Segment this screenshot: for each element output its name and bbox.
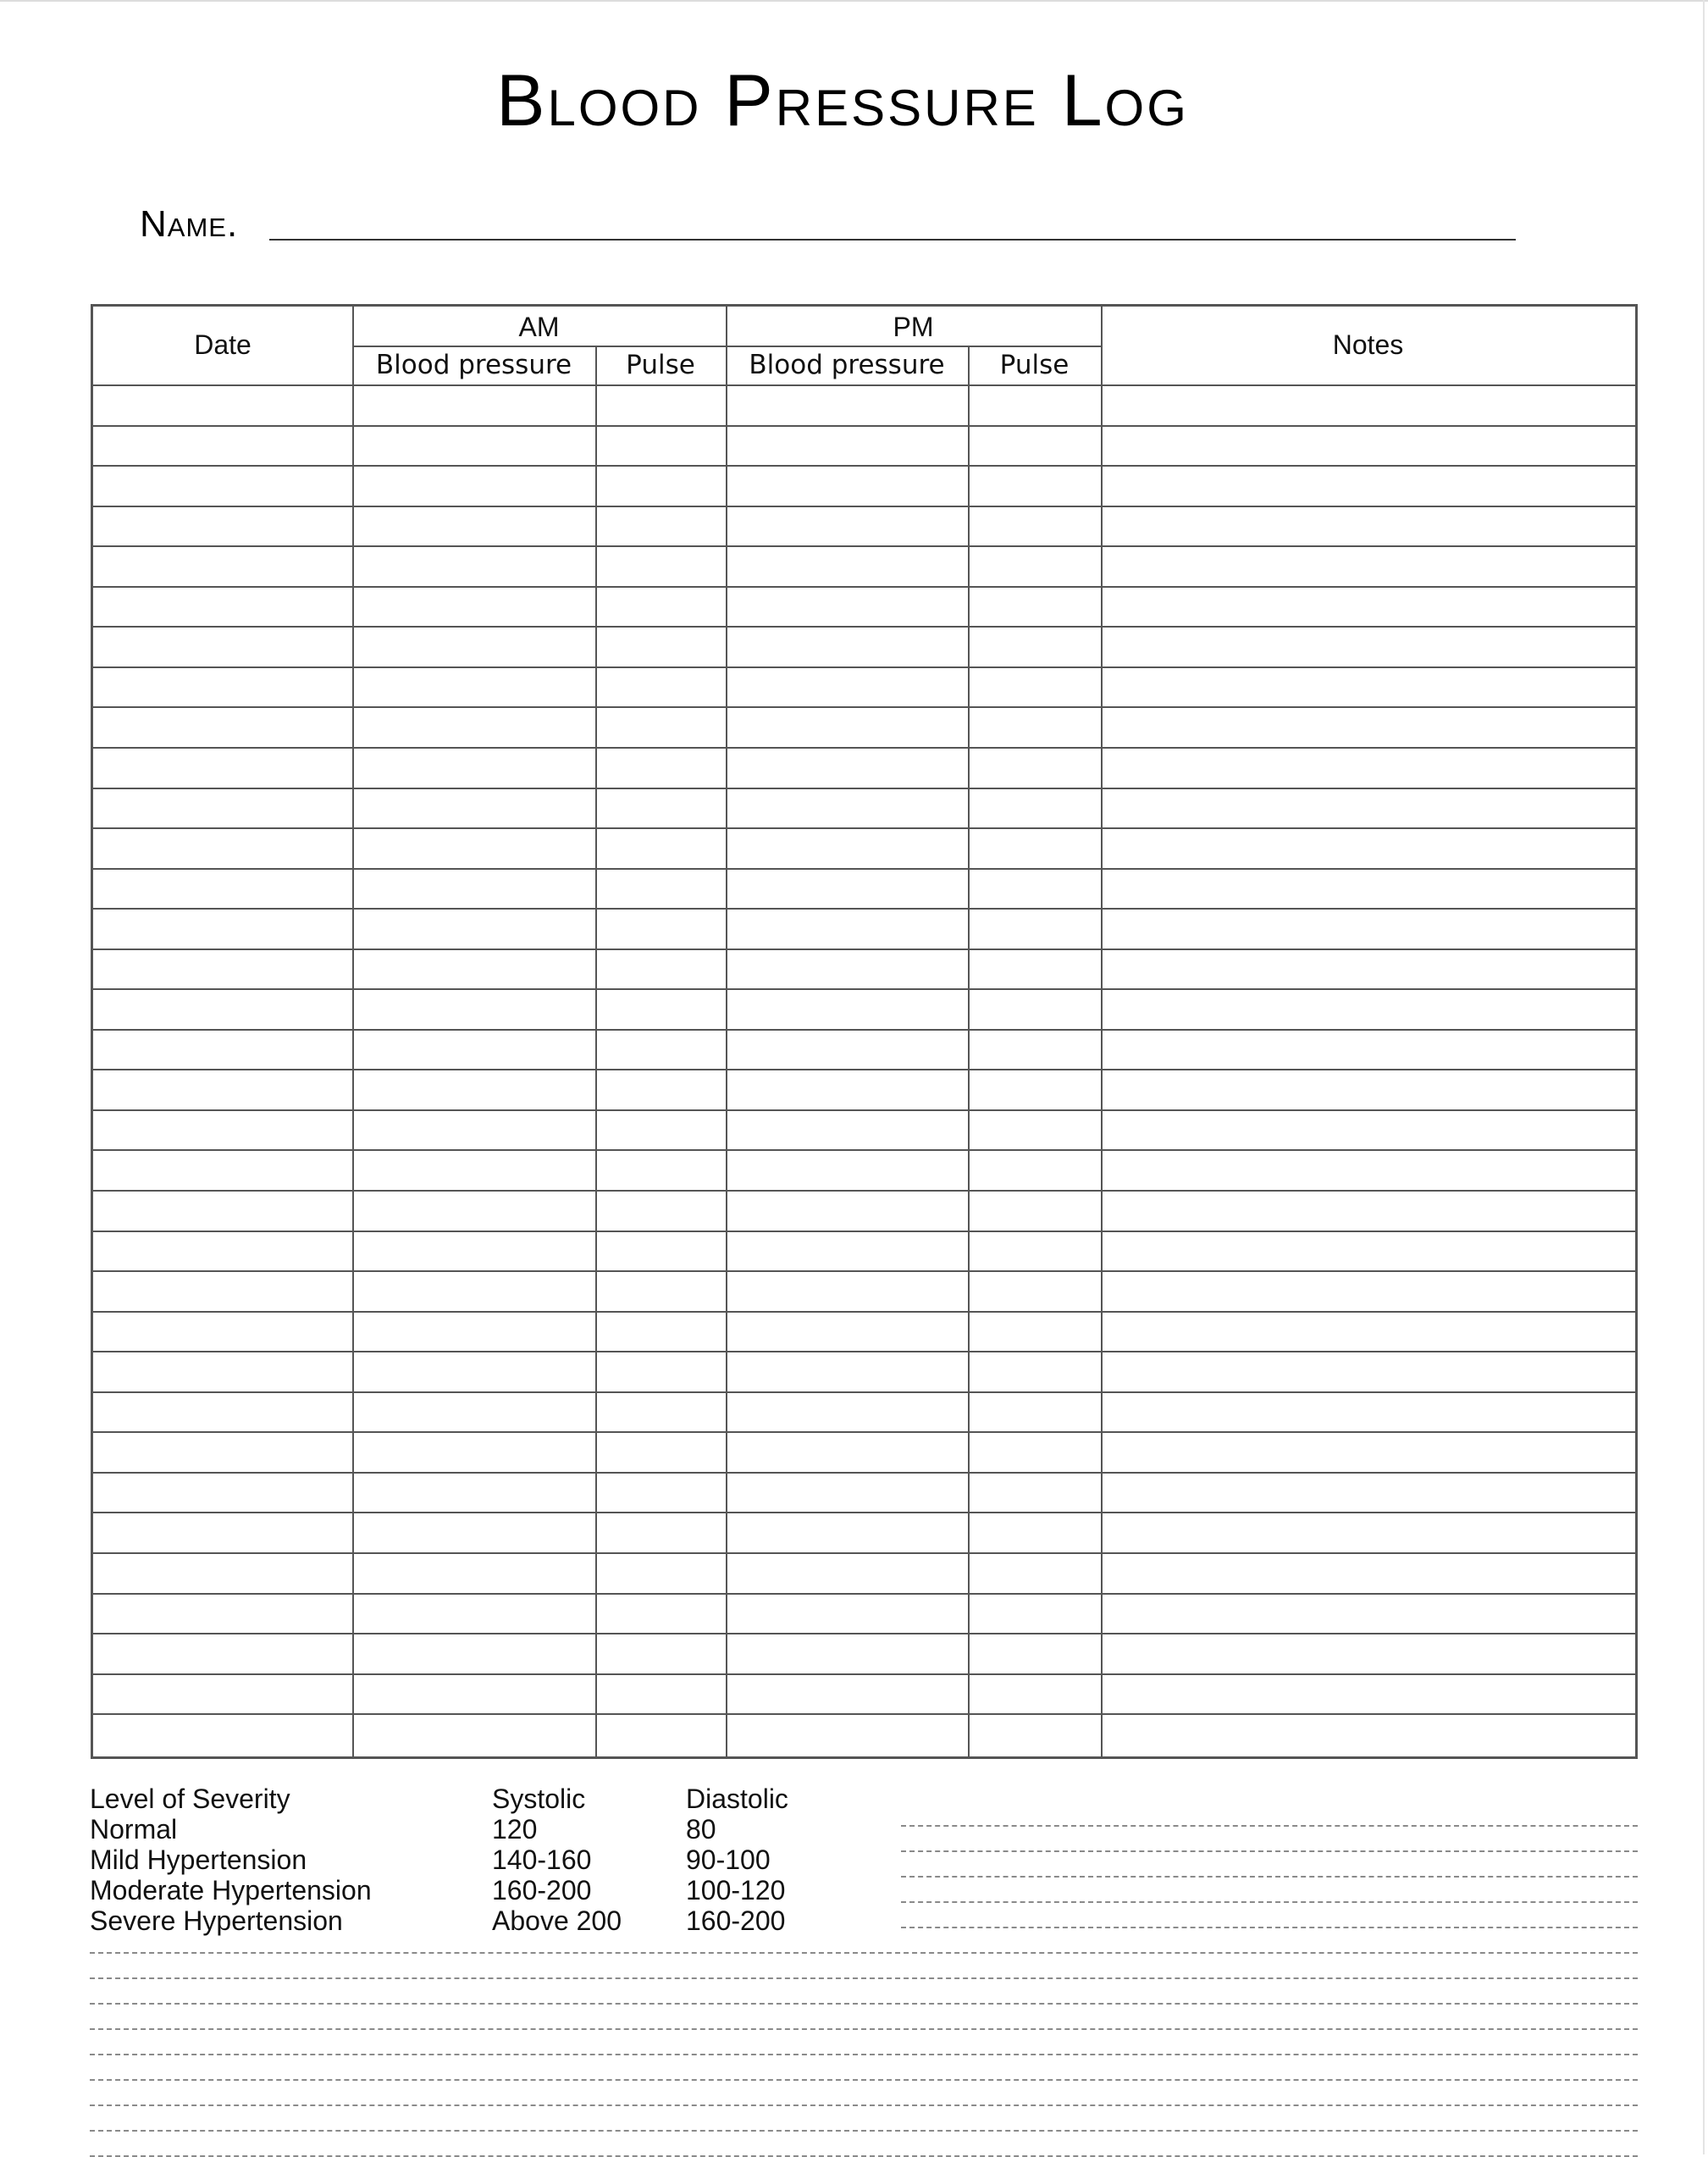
note-line[interactable] [901, 1850, 1638, 1852]
note-line[interactable] [901, 1901, 1638, 1903]
table-row[interactable] [93, 988, 1635, 990]
header-am-pulse: Pulse [626, 350, 695, 380]
note-line[interactable] [90, 2104, 1638, 2106]
note-line[interactable] [90, 1977, 1638, 1979]
header-pm-pulse: Pulse [999, 350, 1070, 380]
header-split-line [352, 346, 1101, 347]
severity-header-level: Level of Severity [90, 1784, 290, 1814]
table-row[interactable] [93, 1593, 1635, 1595]
table-row[interactable] [93, 1512, 1635, 1513]
note-line[interactable] [901, 1876, 1638, 1878]
table-row[interactable] [93, 1270, 1635, 1272]
note-line[interactable] [901, 1825, 1638, 1827]
log-table [91, 304, 1638, 1759]
note-line[interactable] [90, 1952, 1638, 1954]
name-label: Name. [140, 203, 239, 245]
table-row[interactable] [93, 626, 1635, 628]
page-title: Blood Pressure Log [496, 60, 1189, 141]
severity-header-diastolic: Diastolic [686, 1784, 788, 1814]
table-row[interactable] [93, 908, 1635, 910]
header-pm: PM [893, 312, 934, 342]
column-divider-date [352, 307, 354, 1756]
table-row[interactable] [93, 1069, 1635, 1070]
table-row[interactable] [93, 1431, 1635, 1433]
header-date: Date [194, 329, 252, 360]
table-row[interactable] [93, 1311, 1635, 1313]
table-row[interactable] [93, 1109, 1635, 1111]
table-row[interactable] [93, 666, 1635, 668]
table-row[interactable] [93, 1472, 1635, 1474]
table-row[interactable] [93, 788, 1635, 789]
header-am: AM [518, 312, 560, 342]
table-row[interactable] [93, 465, 1635, 467]
severity-diastolic: 160-200 [686, 1905, 786, 1936]
column-divider-pm-bp [968, 346, 970, 1756]
severity-diastolic: 100-120 [686, 1875, 786, 1905]
table-row[interactable] [93, 425, 1635, 427]
severity-level: Severe Hypertension [90, 1905, 343, 1936]
table-row[interactable] [93, 1391, 1635, 1393]
column-divider-am-bp [595, 346, 597, 1756]
note-line[interactable] [901, 1927, 1638, 1928]
column-divider-pm [1101, 307, 1103, 1756]
table-row[interactable] [93, 1231, 1635, 1232]
table-row[interactable] [93, 1552, 1635, 1554]
note-line[interactable] [90, 2079, 1638, 2081]
severity-systolic: 140-160 [492, 1845, 592, 1875]
table-row[interactable] [93, 1351, 1635, 1352]
page-top-edge [0, 0, 1708, 2]
note-line[interactable] [90, 2003, 1638, 2005]
severity-level: Mild Hypertension [90, 1845, 307, 1875]
table-row[interactable] [93, 949, 1635, 950]
severity-header-systolic: Systolic [492, 1784, 586, 1814]
table-row[interactable] [93, 1713, 1635, 1715]
severity-level: Moderate Hypertension [90, 1875, 372, 1905]
table-row[interactable] [93, 1190, 1635, 1192]
note-line[interactable] [90, 2054, 1638, 2055]
column-divider-am [726, 307, 727, 1756]
severity-systolic: 120 [492, 1814, 538, 1845]
header-pm-blood-pressure: Blood pressure [749, 350, 945, 380]
name-write-line[interactable] [269, 239, 1516, 241]
table-row[interactable] [93, 868, 1635, 870]
severity-systolic: 160-200 [492, 1875, 592, 1905]
table-row[interactable] [93, 1029, 1635, 1031]
table-row[interactable] [93, 545, 1635, 547]
table-row[interactable] [93, 827, 1635, 829]
severity-diastolic: 80 [686, 1814, 716, 1845]
header-notes: Notes [1332, 329, 1404, 360]
header-bottom-line [93, 384, 1635, 386]
severity-diastolic: 90-100 [686, 1845, 771, 1875]
page-right-edge [1703, 0, 1705, 2154]
table-row[interactable] [93, 506, 1635, 507]
severity-systolic: Above 200 [492, 1905, 622, 1936]
table-row[interactable] [93, 1673, 1635, 1675]
table-row[interactable] [93, 706, 1635, 708]
table-row[interactable] [93, 1149, 1635, 1151]
severity-level: Normal [90, 1814, 178, 1845]
header-am-blood-pressure: Blood pressure [375, 350, 572, 380]
table-row[interactable] [93, 747, 1635, 749]
table-row[interactable] [93, 586, 1635, 588]
table-row[interactable] [93, 1633, 1635, 1634]
note-line[interactable] [90, 2028, 1638, 2030]
note-line[interactable] [90, 2130, 1638, 2132]
